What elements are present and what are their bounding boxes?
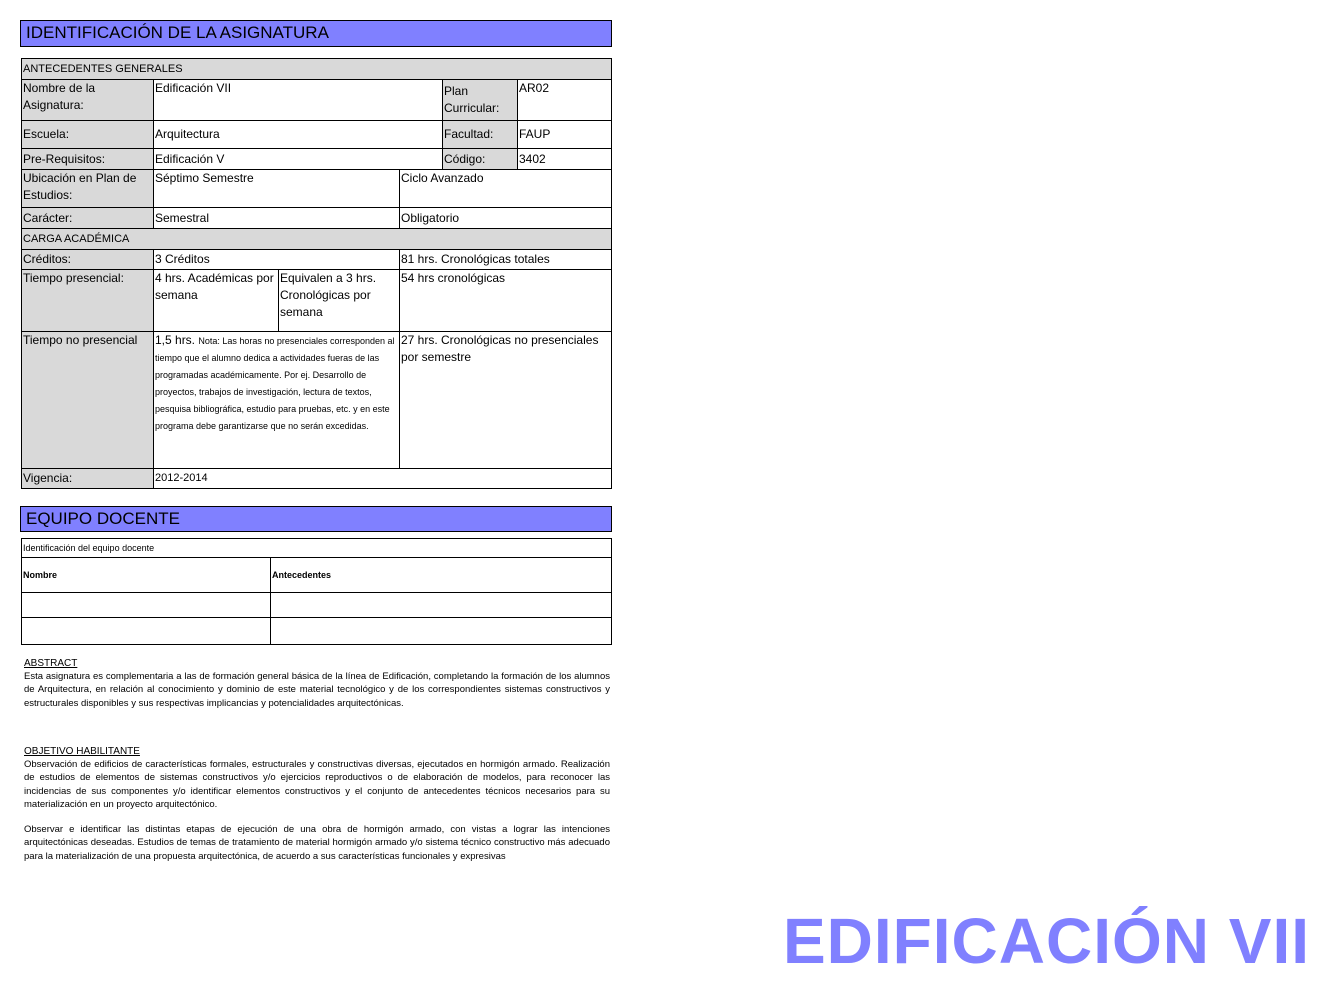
vigencia-label: Vigencia:	[22, 469, 154, 489]
plan-value: AR02	[518, 80, 612, 121]
table-cell	[22, 618, 271, 645]
codigo-label: Código:	[443, 149, 518, 170]
creditos-value: 3 Créditos	[154, 250, 400, 270]
plan-label: Plan Curricular:	[443, 80, 518, 121]
abstract-section	[24, 657, 610, 710]
equipo-section-label: Identificación del equipo docente	[22, 539, 612, 558]
prereq-value: Edificación V	[154, 149, 443, 170]
objetivo-title: OBJETIVO HABILITANTE	[24, 746, 140, 757]
col-nombre-header: Nombre	[22, 558, 271, 593]
col-antecedentes-header: Antecedentes	[271, 558, 612, 593]
abstract-text: Esta asignatura es complementaria a las de formación general básica de la línea de Edificación, completando la formación de los alumnos de Arquitectura, en relación al conocimiento y dominio de este material tecnológico y de los correspondientes sistemas constructivos y estructurales disponibles y sus respectivas implicancias y potencialidades arquitectónicas.	[24, 671, 610, 709]
table-cell	[271, 618, 612, 645]
no-presencial-value: 1,5 hrs.	[155, 333, 196, 347]
objetivo-section	[24, 745, 610, 863]
obligatorio-value: Obligatorio	[400, 208, 612, 229]
no-presencial-label: Tiempo no presencial	[22, 332, 154, 469]
no-presencial-nota: Nota: Las horas no presenciales corresponden al tiempo que el alumno dedica a actividades fueras de las programadas académicamente. Por ej. Desarrollo de proyectos, trabajos de investigación, lectura de textos, pesquisa bibliográfica, estudio para pruebas, etc. y en este programa debe garantizarse que no serán excedidas.	[155, 336, 395, 431]
table-cell	[22, 593, 271, 618]
ubicacion-label: Ubicación en Plan de Estudios:	[22, 170, 154, 208]
presencial-value: 4 hrs. Académicas por semana	[154, 270, 279, 332]
nombre-label: Nombre de la Asignatura:	[22, 80, 154, 121]
ubicacion-value: Séptimo Semestre	[154, 170, 400, 208]
facultad-label: Facultad:	[443, 121, 518, 149]
antecedentes-table	[21, 58, 612, 489]
escuela-value: Arquitectura	[154, 121, 443, 149]
table-cell	[271, 593, 612, 618]
equipo-docente-table	[21, 538, 612, 645]
presencial-crono: 54 hrs cronológicas	[400, 270, 612, 332]
antecedentes-section-label: ANTECEDENTES GENERALES	[22, 59, 612, 80]
creditos-label: Créditos:	[22, 250, 154, 270]
identificacion-header: IDENTIFICACIÓN DE LA ASIGNATURA	[20, 20, 612, 47]
no-presencial-crono: 27 hrs. Cronológicas no presenciales por semestre	[400, 332, 612, 469]
abstract-title: ABSTRACT	[24, 658, 78, 669]
codigo-value: 3402	[518, 149, 612, 170]
objetivo-text-1: Observación de edificios de características formales, estructurales y constructivas diversas, ejecutados en hormigón armado. Realización de estudios de elementos de sistemas constructivos y/o ejercicios reproductivos o de elaboración de modelos, para reconocer las incidencias de sus componentes y/o identificar elementos constructivos y el conjunto de antecedentes técnicos necesarios para su materialización en un proyecto arquitectónico.	[24, 759, 610, 810]
equivalen-value: Equivalen a 3 hrs. Cronológicas por semana	[279, 270, 400, 332]
equipo-docente-header: EQUIPO DOCENTE	[20, 506, 612, 532]
vigencia-value: 2012-2014	[154, 469, 612, 489]
objetivo-text-2: Observar e identificar las distintas etapas de ejecución de una obra de hormigón armado, con vistas a lograr las intenciones arquitectónicas deseadas. Estudios de temas de tratamiento de material hormigón armado y/o sistema técnico constructivo más adecuado para la materialización de una propuesta arquitectónica, de acuerdo a sus características funcionales y expresivas	[24, 824, 610, 862]
presencial-label: Tiempo presencial:	[22, 270, 154, 332]
caracter-value: Semestral	[154, 208, 400, 229]
nombre-value: Edificación VII	[154, 80, 443, 121]
caracter-label: Carácter:	[22, 208, 154, 229]
total-hours-value: 81 hrs. Cronológicas totales	[400, 250, 612, 270]
ciclo-value: Ciclo Avanzado	[400, 170, 612, 208]
no-presencial-cell	[154, 332, 400, 469]
prereq-label: Pre-Requisitos:	[22, 149, 154, 170]
carga-section-label: CARGA ACADÉMICA	[22, 229, 612, 250]
escuela-label: Escuela:	[22, 121, 154, 149]
facultad-value: FAUP	[518, 121, 612, 149]
course-title: EDIFICACIÓN VII	[782, 905, 1310, 977]
